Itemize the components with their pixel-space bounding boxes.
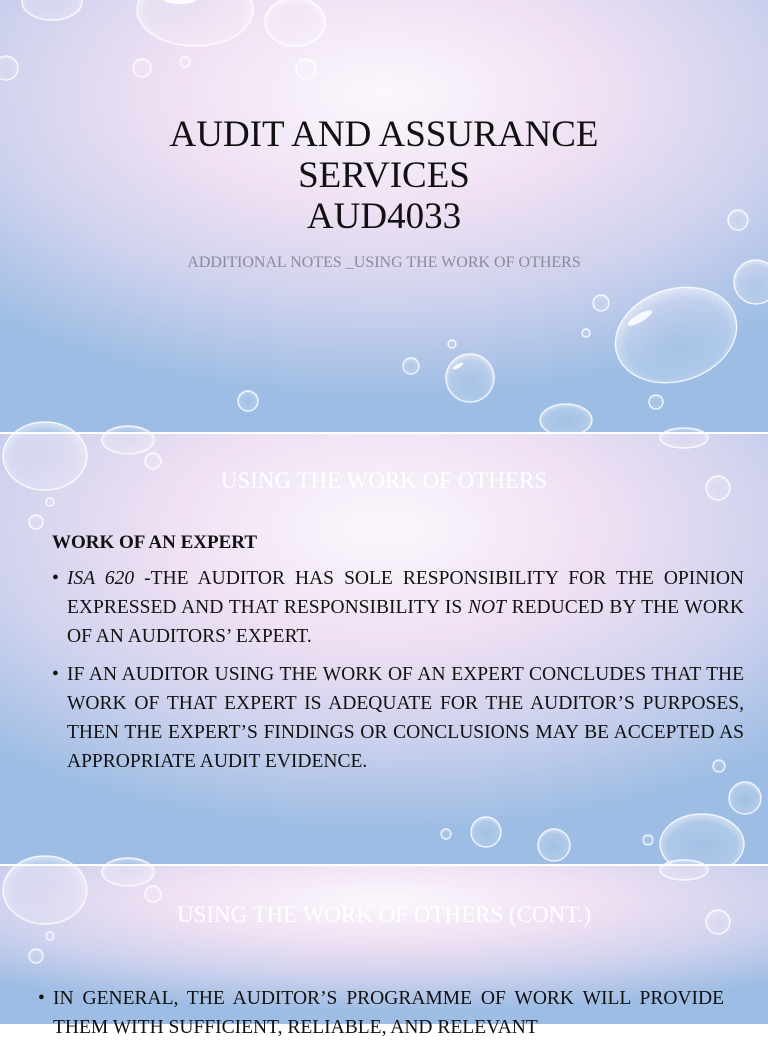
bullet-dot-icon: • — [52, 664, 59, 685]
slide-title — [0, 114, 768, 237]
standard-reference: ISA 620 — [67, 568, 135, 589]
bullet-item — [38, 984, 724, 1042]
bullet-dot-icon: • — [38, 988, 45, 1009]
slide-body — [52, 532, 744, 785]
bullet-item — [52, 660, 744, 776]
bullet-text: IN GENERAL, THE AUDITOR’S PROGRAMME OF WORK WILL PROVIDE THEM WITH SUFFICIENT, RELIABLE, AND RELEVANT — [53, 988, 724, 1038]
title-slide — [0, 0, 768, 432]
title-line-1: AUDIT AND ASSURANCE — [169, 114, 599, 155]
section-heading: WORK OF AN EXPERT — [52, 532, 258, 553]
bullet-item — [52, 564, 744, 651]
emphasis-text: NOT — [467, 597, 506, 618]
slide-subtitle: ADDITIONAL NOTES _USING THE WORK OF OTHERS — [187, 254, 581, 271]
content-slide-cont — [0, 866, 768, 1038]
bullet-text: REDUCED BY THE WORK OF AN AUDITORS’ EXPERT. — [67, 597, 744, 647]
content-slide-expert — [0, 434, 768, 864]
bullet-text: IF AN AUDITOR USING THE WORK OF AN EXPERT CONCLUDES THAT THE WORK OF THAT EXPERT IS ADEQUATE FOR THE AUDITOR’S PURPOSES, THEN THE EXPERT’S FINDINGS OR CONCLUSIONS MAY BE ACCEPTED AS APPROPRIATE AUDIT EVIDENCE. — [67, 664, 744, 772]
slide-body — [38, 984, 724, 1051]
title-line-2: SERVICES — [298, 155, 470, 196]
bullet-dot-icon: • — [52, 568, 59, 589]
title-line-3: AUD4033 — [306, 196, 462, 237]
slide-title: USING THE WORK OF OTHERS (CONT.) — [177, 902, 591, 927]
bullet-text: -THE AUDITOR HAS SOLE RESPONSIBILITY FOR THE OPINION EXPRESSED AND THAT RESPONSIBILITY IS — [67, 568, 745, 618]
slide-title: USING THE WORK OF OTHERS — [220, 468, 548, 493]
